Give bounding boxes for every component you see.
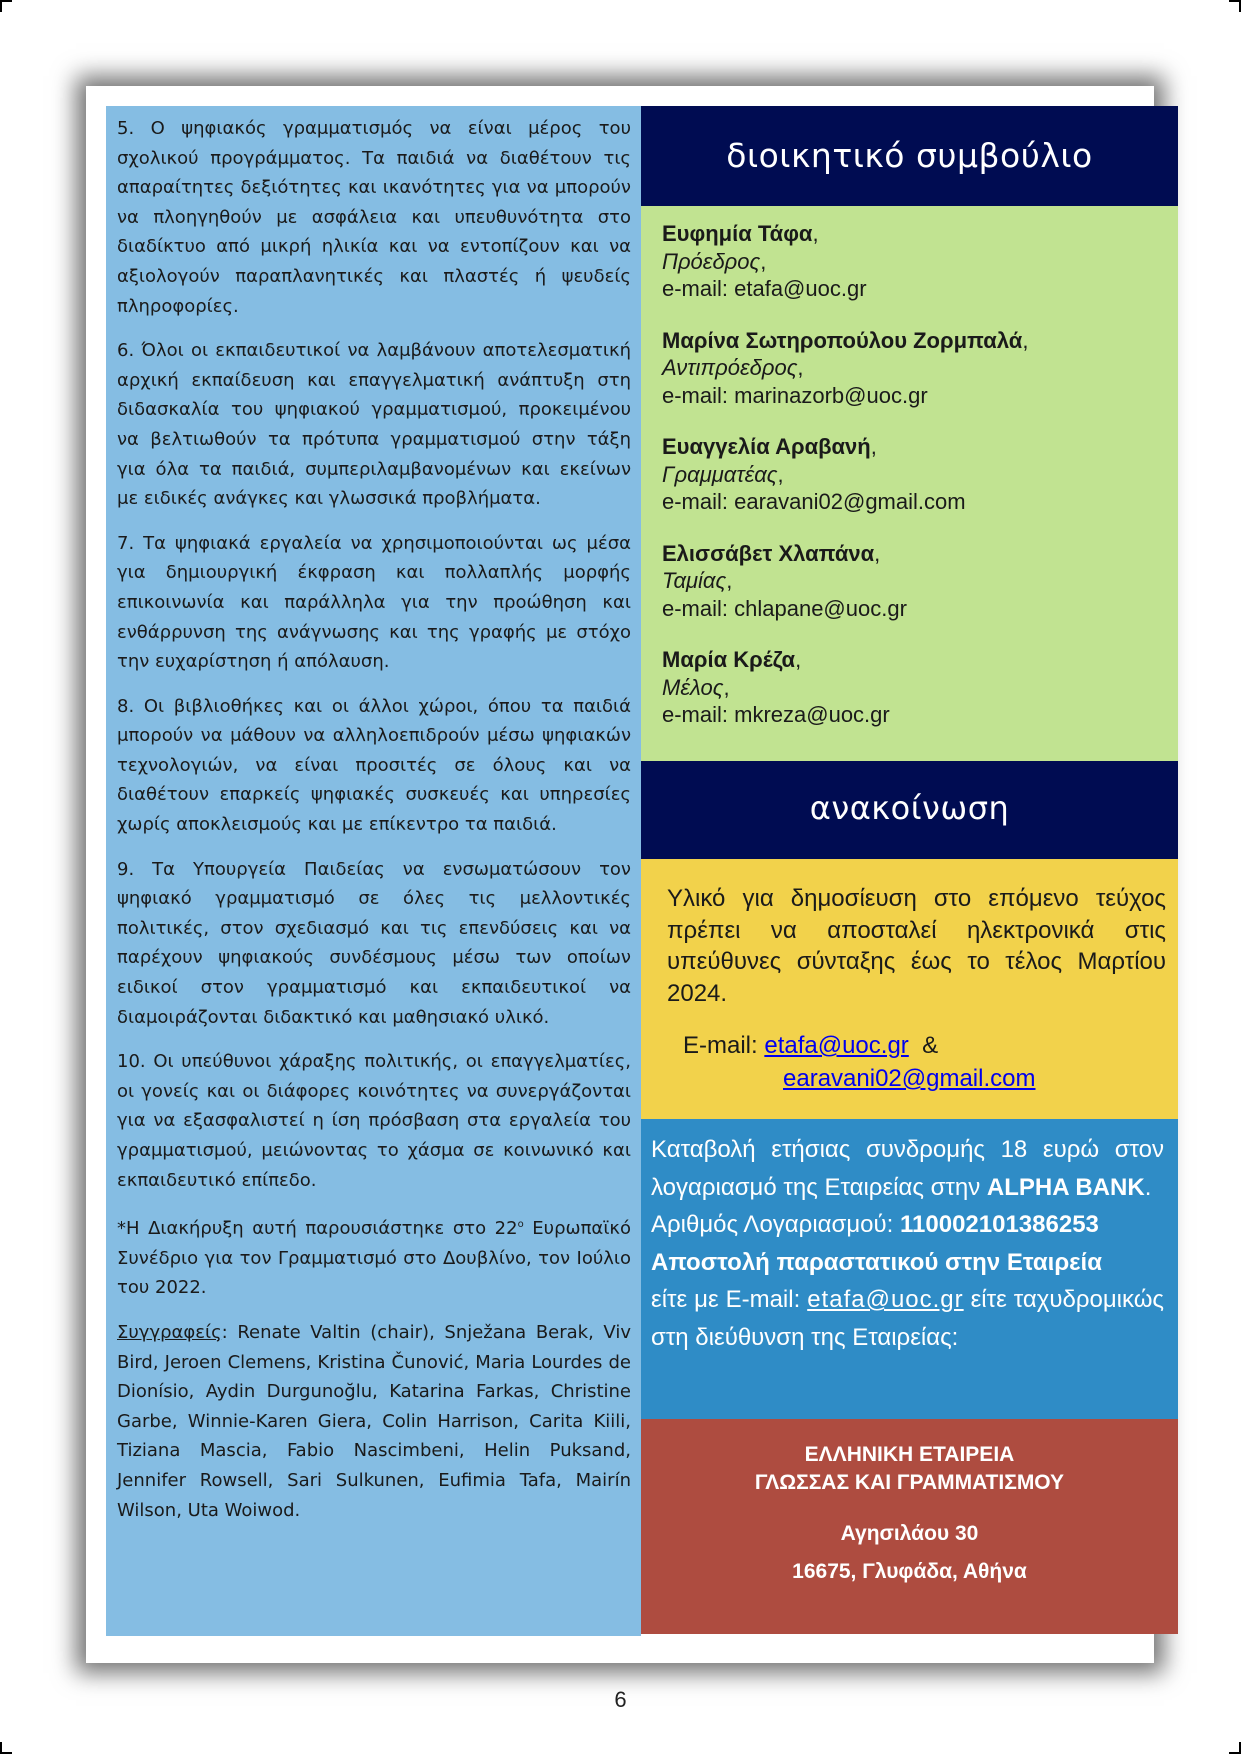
member-role: Αντιπρόεδρος bbox=[662, 355, 798, 380]
member-email: e-mail: marinazorb@uoc.gr bbox=[662, 382, 928, 408]
society-city: 16675, Γλυφάδα, Αθήνα bbox=[792, 1560, 1027, 1583]
footnote-text-before: *Η Διακήρυξη αυτή παρουσιάστηκε στο 22 bbox=[117, 1218, 518, 1240]
announcement-header: ανακοίνωση bbox=[641, 761, 1178, 859]
announcement-section bbox=[641, 859, 1178, 1119]
board-member: Μαρία Κρέζα, Μέλος, e-mail: mkreza@uoc.gr bbox=[662, 646, 1158, 729]
board-header: διοικητικό συμβούλιο bbox=[641, 106, 1178, 206]
email-link-earavani[interactable]: earavani02@gmail.com bbox=[783, 1065, 1036, 1092]
board-member: Ευφημία Τάφα, Πρόεδρος, e-mail: etafa@uoc.gr bbox=[662, 220, 1158, 303]
paragraph-9: 9. Τα Υπουργεία Παιδείας να ενσωματώσουν τον ψηφιακό γραμματισμό σε όλες τις μελλοντικές πολιτικές, στον σχεδιασμό και τις επενδύσεις και να παρέχουν ψηφιακούς συνδέσμους μέσω των οποίων ειδικοί στον γραμματισμό και εκπαιδευτικοί να διαμοιράζονται διδακτικό και μαθησιακό υλικό. bbox=[117, 858, 631, 1028]
authors-label: Συγγραφείς bbox=[117, 1321, 222, 1343]
account-line bbox=[651, 1206, 1164, 1244]
member-role: Ταμίας bbox=[662, 568, 727, 593]
member-email: e-mail: mkreza@uoc.gr bbox=[662, 702, 890, 727]
ampersand: & bbox=[922, 1032, 939, 1059]
announcement-text: Υλικό για δημοσίευση στο επόμενο τεύχος πρέπει να αποσταλεί ηλεκτρονικά στις υπεύθυνες σύνταξης έως το τέλος Μαρτίου 2024. bbox=[667, 885, 1166, 1007]
board-member: Μαρίνα Σωτηροπούλου Ζορμπαλά, Αντιπρόεδρος, e-mail: marinazorb@uoc.gr bbox=[662, 327, 1158, 410]
crop-mark-top-right bbox=[1229, 0, 1241, 12]
member-email: e-mail: etafa@uoc.gr bbox=[662, 276, 867, 301]
member-role: Μέλος bbox=[662, 674, 724, 700]
receipt-text-before: είτε με E-mail: bbox=[651, 1286, 801, 1313]
footnote-text-after: Ευρωπαϊκό Συνέδριο για τον Γραμματισμό στο Δουβλίνο, τον Ιούλιο του 2022. bbox=[117, 1218, 631, 1299]
announcement-emails bbox=[667, 1029, 1166, 1095]
member-name: Μαρία Κρέζα bbox=[662, 647, 796, 672]
society-name-line1: ΕΛΛΗΝΙΚΗ ΕΤΑΙΡΕΙΑ bbox=[804, 1443, 1015, 1466]
page-number: 6 bbox=[614, 1687, 627, 1712]
receipt-email-link[interactable]: etafa@uoc.gr bbox=[807, 1286, 964, 1313]
subscription-section bbox=[641, 1119, 1178, 1419]
member-name: Ευαγγελία Αραβανή bbox=[662, 434, 871, 459]
declaration-column bbox=[106, 106, 641, 1636]
authors bbox=[117, 1318, 631, 1525]
paragraph-10: 10. Οι υπεύθυνοι χάραξης πολιτικής, οι επαγγελματίες, οι γονείς και οι διάφορες κοινότητες να συνεργάζονται για να εξασφαλιστεί η ίση πρόσβαση στα εργαλεία του γραμματισμού, μειώνοντας το χάσμα σε κοινωνικό και εκπαιδευτικό επίπεδο. bbox=[117, 1051, 631, 1191]
receipt-text bbox=[651, 1281, 1164, 1356]
footnote-superscript: ο bbox=[517, 1219, 524, 1231]
crop-mark-bottom-left bbox=[0, 1742, 12, 1754]
receipt-text-after: είτε ταχυδρομικώς στη διεύθυνση της Εταιρείας: bbox=[651, 1286, 1165, 1351]
member-role: Πρόεδρος bbox=[662, 248, 761, 274]
paragraph-5: 5. Ο ψηφιακός γραμματισμός να είναι μέρος του σχολικού προγράμματος. Τα παιδιά να διαθέτουν τις απαραίτητες δεξιότητες και ικανότητες για να μπορούν να πλοηγηθούν με ασφάλεια και υπευθυνότητα στο διαδίκτυο από μικρή ηλικία και να εντοπίζουν και να αξιολογούν παραπλανητικές και πλαστές ή ψευδείς πληροφορίες. bbox=[117, 118, 631, 317]
paragraph-8: 8. Οι βιβλιοθήκες και οι άλλοι χώροι, όπου τα παιδιά μπορούν να μάθουν να αλληλοεπιδρούν μέσω ψηφιακών τεχνολογιών, να είναι προσιτές σε όλους και να διαθέτουν επαρκείς ψηφιακές συσκευές και υπηρεσίες χωρίς αποκλεισμούς και με επίκεντρο τα παιδιά. bbox=[117, 695, 631, 836]
board-member: Ελισσάβετ Χλαπάνα, Ταμίας, e-mail: chlapane@uoc.gr bbox=[662, 540, 1158, 623]
member-name: Ελισσάβετ Χλαπάνα bbox=[662, 540, 875, 566]
subscription-text: Καταβολή ετήσιας συνδρομής 18 ευρώ στον λογαριασμό της Εταιρείας στην ALPHA BANK. bbox=[651, 1136, 1164, 1201]
receipt-title: Αποστολή παραστατικού στην Εταιρεία bbox=[651, 1248, 1102, 1276]
board-section bbox=[641, 206, 1178, 761]
member-email: e-mail: chlapane@uoc.gr bbox=[662, 595, 907, 621]
board-member: Ευαγγελία Αραβανή, Γραμματέας, e-mail: earavani02@gmail.com bbox=[662, 433, 1158, 516]
member-name: Ευφημία Τάφα bbox=[662, 221, 813, 246]
account-number: 110002101386253 bbox=[900, 1211, 1099, 1238]
crop-mark-top-left bbox=[0, 0, 12, 12]
member-role: Γραμματέας bbox=[662, 461, 778, 487]
society-street: Αγησιλάου 30 bbox=[840, 1522, 979, 1545]
subscription-sentence: Καταβολή ετήσιας συνδρομής 18 ευρώ στον λογαριασμό της Εταιρείας στην bbox=[651, 1136, 1164, 1201]
page-sheet bbox=[86, 86, 1166, 1663]
info-column bbox=[641, 106, 1178, 1634]
bank-name: ALPHA BANK bbox=[986, 1173, 1145, 1201]
email-label: E-mail: bbox=[683, 1032, 758, 1059]
member-email: e-mail: earavani02@gmail.com bbox=[662, 489, 966, 514]
paragraph-6: 6. Όλοι οι εκπαιδευτικοί να λαμβάνουν αποτελεσματική αρχική εκπαίδευση και επαγγελματική ανάπτυξη στη διδασκαλία του ψηφιακού γραμματισμού, προκειμένου να βελτιωθούν τα πρότυπα γραμματισμού στην τάξη για όλα τα παιδιά, συμπεριλαμβανομένων και εκείνων με ειδικές ανάγκες και γλωσσικά προβλήματα. bbox=[117, 340, 631, 510]
account-label: Αριθμός Λογαριασμού: bbox=[651, 1211, 894, 1238]
email-link-etafa[interactable]: etafa@uoc.gr bbox=[764, 1032, 909, 1059]
footnote bbox=[117, 1210, 631, 1303]
society-section bbox=[641, 1419, 1178, 1634]
member-name: Μαρίνα Σωτηροπούλου Ζορμπαλά bbox=[662, 327, 1023, 353]
crop-mark-bottom-right bbox=[1229, 1742, 1241, 1754]
society-name-line2: ΓΛΩΣΣΑΣ ΚΑΙ ΓΡΑΜΜΑΤΙΣΜΟΥ bbox=[754, 1470, 1065, 1494]
paragraph-7: 7. Τα ψηφιακά εργαλεία να χρησιμοποιούνται ως μέσα για δημιουργική έκφραση και πολλαπλής μορφής επικοινωνία και παράλληλα για την προώθηση και ενθάρρυνση της ανάγνωσης και της γραφής με στόχο την ευχαρίστηση ή απόλαυση. bbox=[117, 532, 631, 673]
authors-list: : Renate Valtin (chair), Snježana Berak, Viv Bird, Jeroen Clemens, Kristina Čunović, Maria Lourdes de Dionísio, Aydin Durgunoğlu, Katarina Farkas, Christine Garbe, Winnie-Karen Giera, Colin Harrison, Carita Kiili, Tiziana Mascia, Fabio Nascimbeni, Helin Puksand, Jennifer Rowsell, Sari Sulkunen, Eufimia Tafa, Mairín Wilson, Uta Woiwod. bbox=[117, 1321, 631, 1521]
